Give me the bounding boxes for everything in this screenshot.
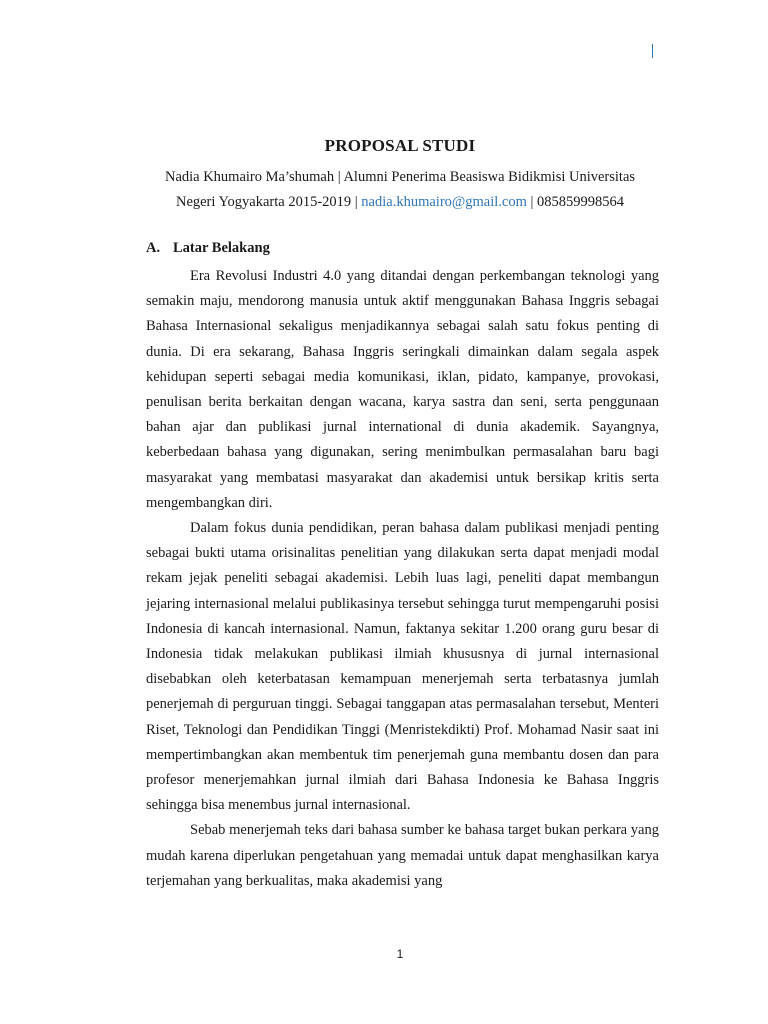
author-line-1: Nadia Khumairo Ma’shumah | Alumni Penerima Beasiswa Bidikmisi Universitas	[164, 169, 636, 185]
author-line-2-prefix: Negeri Yogyakarta 2015-2019 |	[175, 194, 362, 210]
page-title: PROPOSAL STUDI	[324, 136, 476, 155]
email-link[interactable]: nadia.khumairo@gmail.com	[361, 194, 527, 210]
author-block	[140, 165, 660, 215]
section-heading	[146, 240, 270, 257]
paragraph: Sebab menerjemah teks dari bahasa sumber ke bahasa target bukan perkara yang mudah karena diperlukan pengetahuan yang memadai untuk dapat menghasilkan karya terjemahan yang berkualitas, maka akademisi yang	[146, 822, 659, 889]
page-number: 1	[396, 947, 404, 961]
text-cursor-mark	[652, 44, 653, 58]
paragraph: Era Revolusi Industri 4.0 yang ditandai dengan perkembangan teknologi yang semakin maju, mendorong manusia untuk aktif menggunakan Bahasa Inggris sebagai Bahasa Internasional sekaligus menjadikannya sebagai salah satu fokus penting di dunia. Di era sekarang, Bahasa Inggris seringkali dimainkan dalam segala aspek kehidupan seperti sebagai media komunikasi, iklan, pidato, kampanye, provokasi, penulisan berita berkaitan dengan wacana, karya sastra dan seni, serta penggunaan bahan ajar dan publikasi jurnal international di dunia akademik. Sayangnya, keberbedaan bahasa yang digunakan, sering menimbulkan permasalahan baru bagi masyarakat yang membatasi masyarakat dan akademisi untuk bersikap kritis serta mengembangkan diri.	[146, 268, 659, 511]
author-line-2-suffix: | 085859998564	[526, 194, 625, 210]
body-text	[146, 264, 659, 894]
paragraph: Dalam fokus dunia pendidikan, peran bahasa dalam publikasi menjadi penting sebagai bukti utama orisinalitas penelitian yang dilakukan serta dapat menjadi modal rekam jejak peneliti sebagai akademisi. Lebih luas lagi, peneliti dapat membangun jejaring internasional melalui publikasinya tersebut sehingga turut mempengaruhi posisi Indonesia di kancah internasional. Namun, faktanya sekitar 1.200 orang guru besar di Indonesia tidak melakukan publikasi ilmiah khususnya di jurnal internasional disebabkan oleh keterbatasan kemampuan menerjemah serta terbatasnya jumlah penerjemah di perguruan tinggi. Sebagai tanggapan atas permasalahan tersebut, Menteri Riset, Teknologi dan Pendidikan Tinggi (Menristekdikti) Prof. Mohamad Nasir saat ini mempertimbangkan akan membentuk tim penerjemah guna membantu dosen dan para profesor menerjemahkan jurnal ilmiah dari Bahasa Indonesia ke Bahasa Inggris sehingga bisa menembus jurnal internasional.	[146, 520, 659, 814]
section-title: Latar Belakang	[173, 240, 270, 256]
section-number: A.	[146, 240, 161, 256]
